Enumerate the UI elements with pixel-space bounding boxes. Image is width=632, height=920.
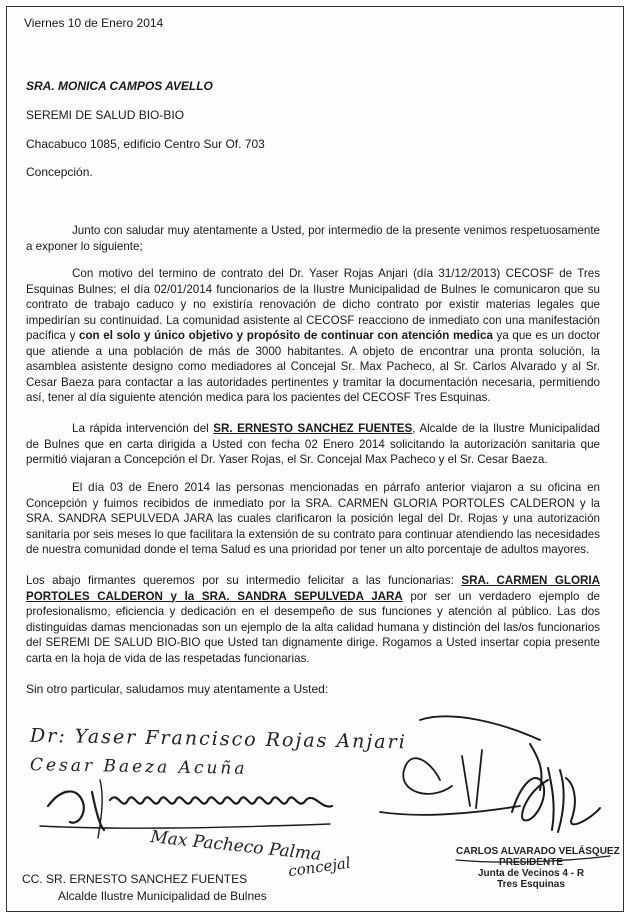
closing-line: Sin otro particular, saludamos muy atentamente a Usted: — [26, 682, 329, 696]
paragraph-context-text-a: Con motivo del termino de contrato del Dr. Yaser Rojas Anjari (día 31/12/2013) CECOSF de Tres Esquinas Bulnes; el día 02/01/2014 funcionarios de la Ilustre Municipalidad de Bulnes le comunicaron que su contrato de trabajo caduco y no existiría renovación de dicho contrato por existir materias legales que impedirían su continuidad. La comunidad asistente al CECOSF reacciono de inmediato con una manifestación pacífica y — [26, 267, 600, 342]
mayor-name: SR. ERNESTO SANCHEZ FUENTES — [213, 422, 413, 435]
cc-line: CC. SR. ERNESTO SANCHEZ FUENTES — [22, 872, 248, 886]
handwritten-name-doctor: Dr: Yaser Francisco Rojas Anjari — [29, 724, 407, 754]
president-name: CARLOS ALVARADO VELÁSQUEZ — [456, 846, 620, 857]
handwritten-name-baeza: Cesar Baeza Acuña — [29, 755, 248, 779]
handwritten-name-pacheco: Max Pacheco Palma — [149, 827, 323, 865]
paragraph-intro-text: Junto con saludar muy atentamente a Usted, por intermedio de la presente venimos respetuosamente a exponer lo siguiente; — [26, 224, 600, 253]
president-block — [456, 846, 620, 890]
letter-date: Viernes 10 de Enero 2014 — [24, 16, 164, 30]
paragraph-context-text-c: ya que es un doctor que atiende a una población de más de 3000 habitantes. A objeto de encontrar una pronta solución, la asamblea asistente designo como mediadores al Concejal Sr. Max Pacheco, al Sr. Carlos Alvarado y al Sr. Cesar Baeza para contactar a las autoridades pertinentes y tramitar la documentación necesaria, permitiendo así, tener al día siguiente atención medica para los pacientes del CECOSF Tres Esquinas. — [26, 329, 600, 404]
cc-subline: Alcalde Ilustre Municipalidad de Bulnes — [58, 889, 267, 903]
recipient-city: Concepción. — [26, 165, 93, 179]
recipient-name: SRA. MONICA CAMPOS AVELLO — [26, 79, 213, 93]
recipient-org: SEREMI DE SALUD BIO-BIO — [26, 108, 185, 122]
paragraph-congratulations-text-c: por ser un verdadero ejemplo de profesionalismo, eficiencia y dedicación en el desempeño de sus funciones y atención al público. Las dos distinguidas damas mencionadas son un ejemplo de la alta calidad humana y distinción del las/os funcionarios del SEREMI DE SALUD BIO-BIO que Usted tan dignamente dirige. Rogamos a Usted insertar copia presente carta en la hoja de vida de las respetadas funcionarias. — [26, 589, 600, 665]
signature-left — [48, 791, 332, 830]
president-place: Tres Esquinas — [497, 879, 565, 890]
handwritten-title-concejal: concejal — [287, 853, 352, 881]
paragraph-congratulations-text-a: Los abajo firmantes queremos por su intermedio felicitar a las funcionarias: — [26, 574, 462, 587]
paragraph-intervention-text-a: La rápida intervención del — [72, 422, 214, 435]
signature-right — [512, 744, 600, 832]
officials-names: SRA. CARMEN GLORIA PORTOLES CALDERON y la SRA. SANDRA SEPULVEDA JARA — [26, 574, 600, 603]
president-title: PRESIDENTE — [499, 857, 563, 868]
paragraph-intervention-text-c: , Alcalde de la Ilustre Municipalidad de Bulnes que en carta dirigida a Usted con fecha 02 Enero 2014 solicitando la autorización sanitaria que permitió viajaran a Concepción el Dr. Yaser Rojas, el Sr. Concejal Max Pacheco y el Sr. Cesar Baeza. — [26, 422, 600, 466]
president-org: Junta de Vecinos 4 - R — [477, 868, 585, 879]
paragraph-context-bold: con el solo y único objetivo y propósito de continuar con atención medica — [79, 329, 493, 342]
paragraph-meeting-text: El día 03 de Enero 2014 las personas mencionadas en párrafo anterior viajaron a su oficina en Concepción y fuimos recibidos de inmediato por la SRA. CARMEN GLORIA PORTOLES CALDERON y la SRA. SANDRA SEPULVEDA JARA las cuales clarificaron la posición legal del Dr. Rojas y una autorización sanitaria por seis meses lo que facilitara la extensión de su contrato para continuar atendiendo las necesidades de nuestra comunidad donde el tema Salud es una prioridad por tener un alto porcentaje de adultos mayores. — [26, 481, 600, 556]
recipient-address: Chacabuco 1085, edificio Centro Sur Of. 703 — [26, 137, 265, 151]
